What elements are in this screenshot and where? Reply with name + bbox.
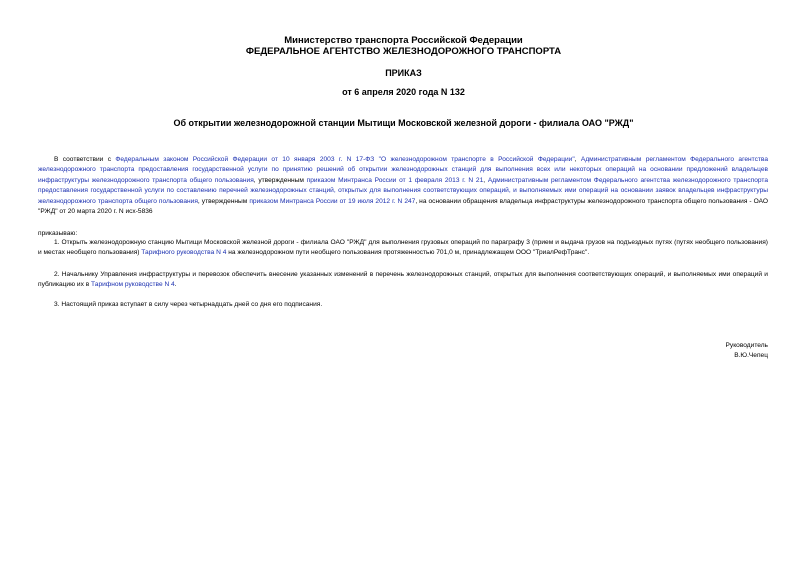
item2-text-1: 2. Начальнику Управления инфраструктуры и перевозок обеспечить внесение указанных изменений в перечень железнодорожных станций, открытых для выполнения соответствующих операций, и выполняемых ими операций и публикацию их в (38, 271, 768, 289)
agency-name: ФЕДЕРАЛЬНОЕ АГЕНТСТВО ЖЕЛЕЗНОДОРОЖНОГО ТРАНСПОРТА (245, 46, 562, 57)
preamble-text-2: , (574, 156, 581, 163)
item1-text-2: на железнодорожном пути необщего пользования протяженностью 701,0 м, принадлежащем ООО "ТриалРефТранс". (226, 249, 590, 257)
mintrans-order-21-link[interactable]: приказом Минтранса России от 1 февраля 2013 г. N 21 (306, 176, 484, 184)
order-item-1 (38, 238, 768, 259)
preamble-text-5: , утвержденным (197, 197, 250, 205)
order-item-3: 3. Настоящий приказ вступает в силу через четырнадцать дней со дня его подписания. (54, 301, 323, 308)
document-date-number: от 6 апреля 2020 года N 132 (342, 87, 465, 97)
item2-text-2: . (174, 281, 177, 289)
admin-regulation-1-link[interactable]: Административным регламентом Федерального агентства железнодорожного транспорта предоставления государственной услуги по принятию решений об открытии железнодорожных станций для выполнения всех или некоторых операций на основании предложений владельцев инфраструктуры железнодорожного транспорта общего пользования (38, 156, 768, 184)
preamble-text-3: , утвержденным (253, 176, 307, 184)
signatory-position: Руководитель (725, 342, 768, 349)
order-item-2 (38, 270, 768, 291)
admin-regulation-2-link[interactable]: Административным регламентом Федерального агентства железнодорожного транспорта предоставления государственной услуги по составлению перечней железнодорожных станций, открытых для выполнения соответствующих операций, и выполняемых ими операций на основании заявок владельцев инфраструктуры железнодорожного транспорта общего пользования (38, 176, 769, 205)
federal-law-link[interactable]: Федеральным законом Российской Федерации от 10 января 2003 г. N 17-ФЗ "О железнодорожном транспорте в Российской Федерации" (115, 156, 575, 163)
preamble-paragraph (38, 155, 768, 217)
mintrans-order-247-link[interactable]: приказом Минтранса России от 19 июля 2012 г. N 247 (249, 197, 416, 205)
document-type: ПРИКАЗ (385, 68, 422, 78)
preamble-text-1: В соответствии с (54, 156, 116, 163)
signatory-name: В.Ю.Чепец (734, 352, 768, 359)
document-title: Об открытии железнодорожной станции Мытищи Московской железной дороги - филиала ОАО "РЖД" (173, 118, 634, 128)
tariff-guide-link-2[interactable]: Тарифном руководстве N 4 (91, 281, 175, 289)
preamble-text-4: , (483, 176, 488, 184)
order-word: приказываю: (38, 230, 78, 237)
preamble-text-6: , на основании обращения владельца инфраструктуры железнодорожного транспорта общего пользования - ОАО "РЖД" от 20 марта 2020 г. N исх-5836 (38, 197, 768, 216)
tariff-guide-link[interactable]: Тарифного руководства N 4 (141, 249, 227, 257)
item1-text-1: 1. Открыть железнодорожную станцию Мытищи Московской железной дороги - филиала ОАО "РЖД" для выполнения грузовых операций по параграфу 3 (прием и выдача грузов на подъездных путях (путях необщего пользования) и местах необщего пользования) (38, 239, 768, 257)
ministry-name: Министерство транспорта Российской Федерации (284, 35, 523, 46)
